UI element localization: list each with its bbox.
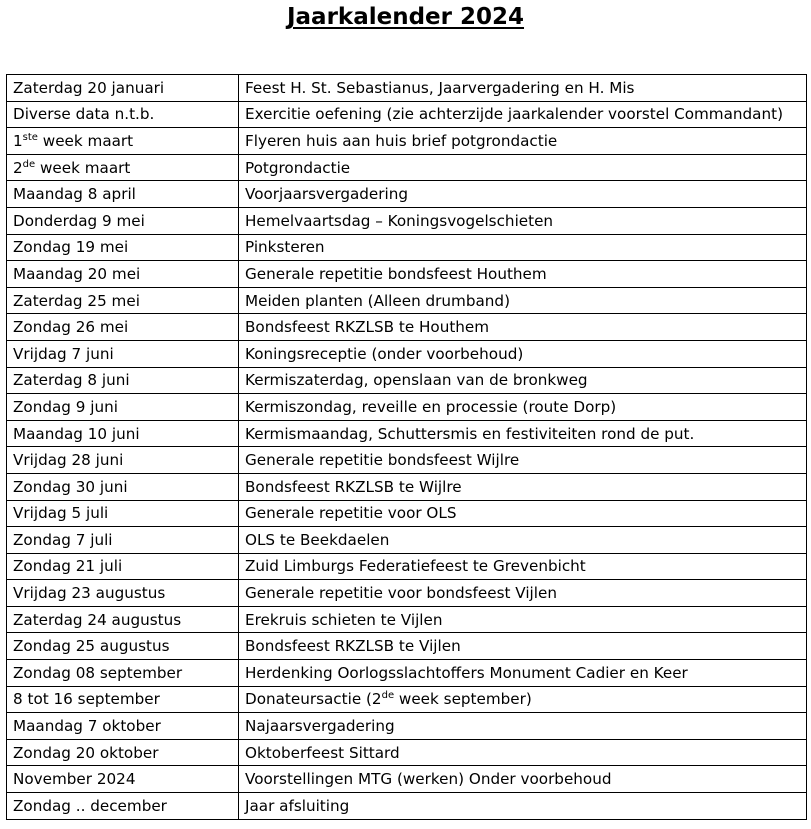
event-cell: Potgrondactie xyxy=(239,154,807,181)
table-row xyxy=(7,261,807,288)
date-cell: Zondag 20 oktober xyxy=(7,739,239,766)
date-cell: Zondag 30 juni xyxy=(7,473,239,500)
event-cell: Kermiszondag, reveille en processie (route Dorp) xyxy=(239,394,807,421)
event-ordinal-suffix: de xyxy=(381,690,395,702)
table-row xyxy=(7,527,807,554)
date-cell: Donderdag 9 mei xyxy=(7,207,239,234)
date-cell: Maandag 7 oktober xyxy=(7,713,239,740)
table-row xyxy=(7,234,807,261)
date-cell: Zondag .. december xyxy=(7,793,239,820)
date-cell: Zaterdag 8 juni xyxy=(7,367,239,394)
event-cell: Pinksteren xyxy=(239,234,807,261)
event-text: week september) xyxy=(394,690,532,709)
table-row xyxy=(7,580,807,607)
date-cell: Zaterdag 20 januari xyxy=(7,75,239,102)
date-cell: Zondag 08 september xyxy=(7,660,239,687)
table-row xyxy=(7,128,807,155)
date-ordinal-suffix: de xyxy=(22,158,36,170)
event-cell: Bondsfeest RKZLSB te Houthem xyxy=(239,314,807,341)
date-cell: Zondag 19 mei xyxy=(7,234,239,261)
date-cell: November 2024 xyxy=(7,766,239,793)
event-cell: Kermiszaterdag, openslaan van de bronkweg xyxy=(239,367,807,394)
date-cell: Maandag 8 april xyxy=(7,181,239,208)
event-cell: Generale repetitie voor bondsfeest Vijlen xyxy=(239,580,807,607)
date-cell: Maandag 10 juni xyxy=(7,420,239,447)
event-cell: Oktoberfeest Sittard xyxy=(239,739,807,766)
table-row xyxy=(7,181,807,208)
event-cell: Kermismaandag, Schuttersmis en festiviteiten rond de put. xyxy=(239,420,807,447)
event-text: Donateursactie (2 xyxy=(245,690,382,709)
table-row xyxy=(7,314,807,341)
table-row xyxy=(7,367,807,394)
table-row xyxy=(7,420,807,447)
event-cell: Generale repetitie bondsfeest Houthem xyxy=(239,261,807,288)
date-cell: 8 tot 16 september xyxy=(7,686,239,713)
table-row xyxy=(7,394,807,421)
event-cell: Jaar afsluiting xyxy=(239,793,807,820)
date-cell: Vrijdag 7 juni xyxy=(7,340,239,367)
table-row xyxy=(7,287,807,314)
event-cell xyxy=(239,686,807,713)
event-cell: Flyeren huis aan huis brief potgrondactie xyxy=(239,128,807,155)
date-text: week maart xyxy=(35,158,131,177)
page-title xyxy=(0,2,811,32)
table-row xyxy=(7,739,807,766)
event-cell: Koningsreceptie (onder voorbehoud) xyxy=(239,340,807,367)
table-row xyxy=(7,207,807,234)
date-cell: Zondag 26 mei xyxy=(7,314,239,341)
event-cell: Voorjaarsvergadering xyxy=(239,181,807,208)
table-row xyxy=(7,713,807,740)
event-cell: Meiden planten (Alleen drumband) xyxy=(239,287,807,314)
date-cell xyxy=(7,154,239,181)
table-row xyxy=(7,500,807,527)
event-cell: Hemelvaartsdag – Koningsvogelschieten xyxy=(239,207,807,234)
date-cell: Vrijdag 23 augustus xyxy=(7,580,239,607)
table-row xyxy=(7,75,807,102)
date-cell xyxy=(7,128,239,155)
date-ordinal-suffix: ste xyxy=(22,131,38,143)
table-row xyxy=(7,793,807,820)
date-cell: Zaterdag 24 augustus xyxy=(7,606,239,633)
event-cell: Exercitie oefening (zie achterzijde jaarkalender voorstel Commandant) xyxy=(239,101,807,128)
date-cell: Zondag 7 juli xyxy=(7,527,239,554)
date-text: 1 xyxy=(13,131,23,150)
event-cell: Najaarsvergadering xyxy=(239,713,807,740)
date-cell: Zondag 21 juli xyxy=(7,553,239,580)
date-text: 2 xyxy=(13,158,23,177)
calendar-body xyxy=(7,75,807,820)
event-cell: Zuid Limburgs Federatiefeest te Grevenbicht xyxy=(239,553,807,580)
event-cell: Bondsfeest RKZLSB te Wijlre xyxy=(239,473,807,500)
event-cell: OLS te Beekdaelen xyxy=(239,527,807,554)
date-cell: Diverse data n.t.b. xyxy=(7,101,239,128)
table-row xyxy=(7,606,807,633)
event-cell: Generale repetitie voor OLS xyxy=(239,500,807,527)
event-cell: Erekruis schieten te Vijlen xyxy=(239,606,807,633)
table-row xyxy=(7,340,807,367)
table-row xyxy=(7,473,807,500)
table-row xyxy=(7,766,807,793)
table-row xyxy=(7,686,807,713)
date-text: week maart xyxy=(37,131,134,150)
date-cell: Vrijdag 5 juli xyxy=(7,500,239,527)
date-cell: Zaterdag 25 mei xyxy=(7,287,239,314)
date-cell: Maandag 20 mei xyxy=(7,261,239,288)
event-cell: Voorstellingen MTG (werken) Onder voorbehoud xyxy=(239,766,807,793)
calendar-table xyxy=(6,74,807,820)
page-title-text: Jaarkalender 2024 xyxy=(286,4,525,30)
table-row xyxy=(7,154,807,181)
event-cell: Generale repetitie bondsfeest Wijlre xyxy=(239,447,807,474)
table-row xyxy=(7,553,807,580)
table-row xyxy=(7,660,807,687)
date-cell: Zondag 9 juni xyxy=(7,394,239,421)
table-row xyxy=(7,101,807,128)
event-cell: Herdenking Oorlogsslachtoffers Monument Cadier en Keer xyxy=(239,660,807,687)
table-row xyxy=(7,447,807,474)
event-cell: Feest H. St. Sebastianus, Jaarvergadering en H. Mis xyxy=(239,75,807,102)
table-row xyxy=(7,633,807,660)
date-cell: Zondag 25 augustus xyxy=(7,633,239,660)
date-cell: Vrijdag 28 juni xyxy=(7,447,239,474)
event-cell: Bondsfeest RKZLSB te Vijlen xyxy=(239,633,807,660)
